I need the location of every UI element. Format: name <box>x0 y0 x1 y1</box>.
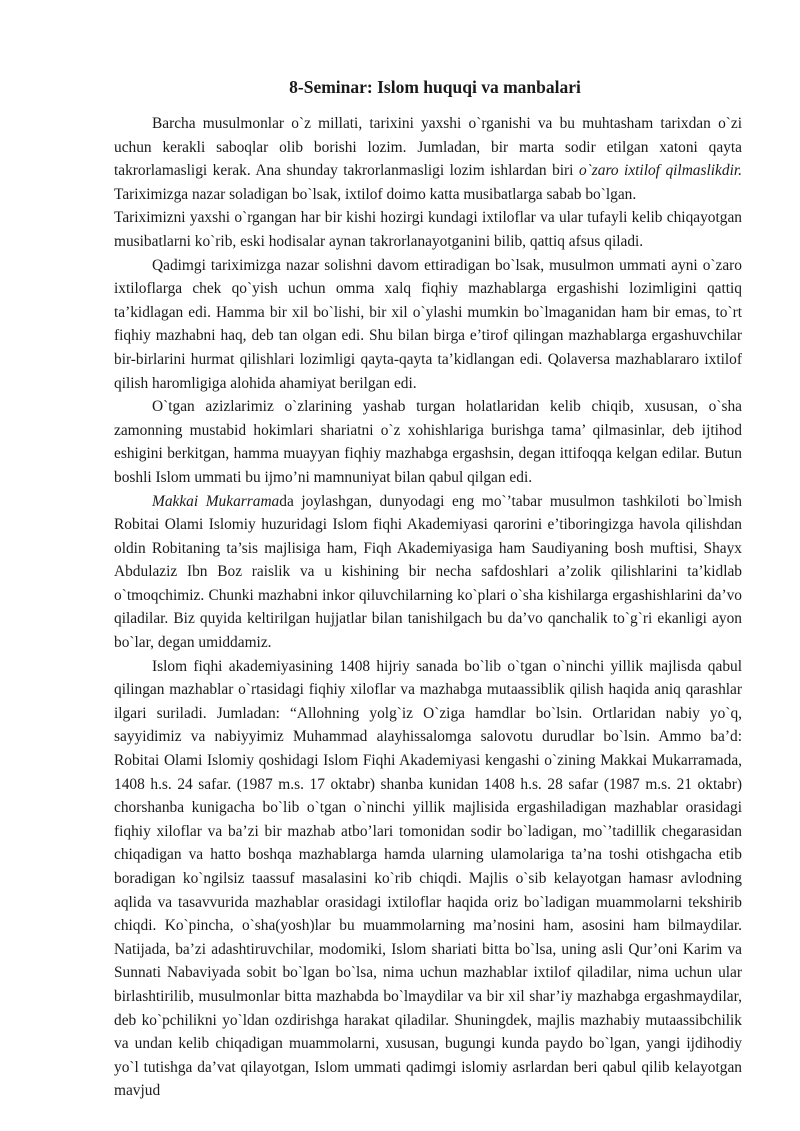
paragraph-1 <box>114 112 742 206</box>
italic-phrase: o`zaro ixtilof qilmaslikdir. <box>578 162 742 180</box>
page-title: 8-Seminar: Islom huquqi va manbalari <box>289 77 581 97</box>
paragraph-6: Islom fiqhi akademiyasining 1408 hijriy sanada bo`lib o`tgan o`ninchi yillik majlisda qabul qilingan mazhablar o`rtasidagi fiqhiy xiloflar va mazhabga mutaassiblik qilish haqida aniq qarashlar ilgari suriladi. Jumladan: “Allohning yolg`iz O`ziga hamdlar bo`lsin. Ortlaridan nabiy yo`q, sayyidimiz va nabiyyimiz Muhammad alayhissalomga salovotu durudlar bo`lsin. Ammo ba’d: Robitai Olami Islomiy qoshidagi Islom Fiqhi Akademiyasi kengashi o`zining Makkai Mukarramada, 1408 h.s. 24 safar. (1987 m.s. 17 oktabr) shanba kunidan 1408 h.s. 28 safar (1987 m.s. 21 oktabr) chorshanba kunigacha bo`lib o`tgan o`ninchi yillik majlisida ergashiladigan mazhablar orasidagi fiqhiy xiloflar va ba’zi bir mazhab atbo’lari tomonidan sodir bo`ladigan, mo`’tadillik chegarasidan chiqadigan va hatto boshqa mazhablarga hamda ularning ulamolariga ta’na toshi otishgacha etib boradigan ko`ngilsiz taassuf masalasini ko`rib chiqdi. Majlis o`sib kelayotgan hamasr avlodning aqlida va tasavvurida mazhablar orasidagi ixtiloflar haqida oriz bo`ladigan muammolarni tekshirib chiqdi. Ko`pincha, o`sha(yosh)lar bu muammolarning ma’nosini ham, asosini ham bilmaydilar. Natijada, ba’zi adashtiruvchilar, modomiki, Islom shariati bitta bo`lsa, uning asli Qur’oni Karim va Sunnati Nabaviyada sobit bo`lgan bo`lsa, nima uchun mazhablar ixtilof qiladilar, nima uchun ular birlashtirilib, musulmonlar bitta mazhabda bo`lmaydilar va bir xil shar’iy mazhabga ergashmaydilar, deb ko`pchilikni yo`ldan ozdirishga harakat qiladilar. Shuningdek, majlis mazhabiy mutaassibchilik va undan kelib chiqadigan muammolarni, xususan, bugungi kunda paydo bo`lgan, yangi ijdihodiy yo`l tutishga da’vat qilayotgan, Islom ummati qadimgi islomiy asrlardan beri qabul qilib kelayotgan mavjud <box>114 657 742 1100</box>
paragraph-5 <box>114 490 742 655</box>
paragraph-4: O`tgan azizlarimiz o`zlarining yashab turgan holatlaridan kelib chiqib, xususan, o`sha zamonning mustabid hokimlari shariatni o`z xohishlariga burishga tama’ qilmasinlar, deb ijtihod eshigini berkitgan, hamma muayyan fiqhiy mazhabga ergashsin, degan ittifoqqa kelgan edilar. Butun boshli Islom ummati bu ijmo’ni mamnuniyat bilan qabul qilgan edi. <box>114 398 742 486</box>
paragraph-text: Barcha musulmonlar o`z millati, tarixini yaxshi o`rganishi va bu muhtasham tarixdan o`zi uchun kerakli saboqlar olib borishi lozim. Jumladan, bir marta sodir etilgan xatoni qayta takrorlamasligi kerak. Ana shunday takrorlanmasligi lozim ishlardan biri <box>114 115 742 180</box>
document-page <box>114 75 742 1103</box>
paragraph-3: Qadimgi tariximizga nazar solishni davom ettiradigan bo`lsak, musulmon ummati ayni o`zaro ixtiloflarga chek qo`yish uchun omma xalq fiqhiy mazhablarga ergashishi lozimligini qattiq ta’kidlagan edi. Hamma bir xil bo`lishi, bir xil o`ylashi mumkin bo`lmaganidan ham bir emas, to`rt fiqhiy mazhabni haq, deb tan olgan edi. Shu bilan birga e’tirof qilingan mazhablarga ergashuvchilar bir-birlarini hurmat qilishlari lozimligi qayta-qayta ta’kidlangan edi. Qolaversa mazhablararo ixtilof qilish haromligiga alohida ahamiyat berilgan edi. <box>114 256 742 392</box>
paragraph-text: Tariximizga nazar soladigan bo`lsak, ixtilof doimo katta musibatlarga sabab bo`lgan. <box>114 185 637 203</box>
italic-phrase: Makkai Mukarrama <box>152 492 280 510</box>
paragraph-text: da joylashgan, dunyodagi eng mo`’tabar musulmon tashkiloti bo`lmish Robitai Olami Islomiy huzuridagi Islom fiqhi Akademiyasi qarorini e’tiboringizga havola qilishdan oldin Robitaning ta’sis majlisiga ham, Fiqh Akademiyasiga ham Saudiyaning bosh muftisi, Shayx Abdulaziz Ibn Boz raislik va u kishining bir necha safdoshlari a’zolik qilishlarini ta’kidlab o`tmoqchimiz. Chunki mazhabni inkor qiluvchilarning ko`plari o`sha kishilarga ergashishlarini da’vo qiladilar. Biz quyida keltirilgan hujjatlar bilan tanishilgach bu da’vo qanchalik to`g`ri ekanligi ayon bo`lar, degan umiddamiz. <box>114 492 742 652</box>
paragraph-2: Tariximizni yaxshi o`rgangan har bir kishi hozirgi kundagi ixtiloflar va ular tufayli kelib chiqayotgan musibatlarni ko`rib, eski hodisalar aynan takrorlanayotganini bilib, qattiq afsus qiladi. <box>114 209 742 250</box>
